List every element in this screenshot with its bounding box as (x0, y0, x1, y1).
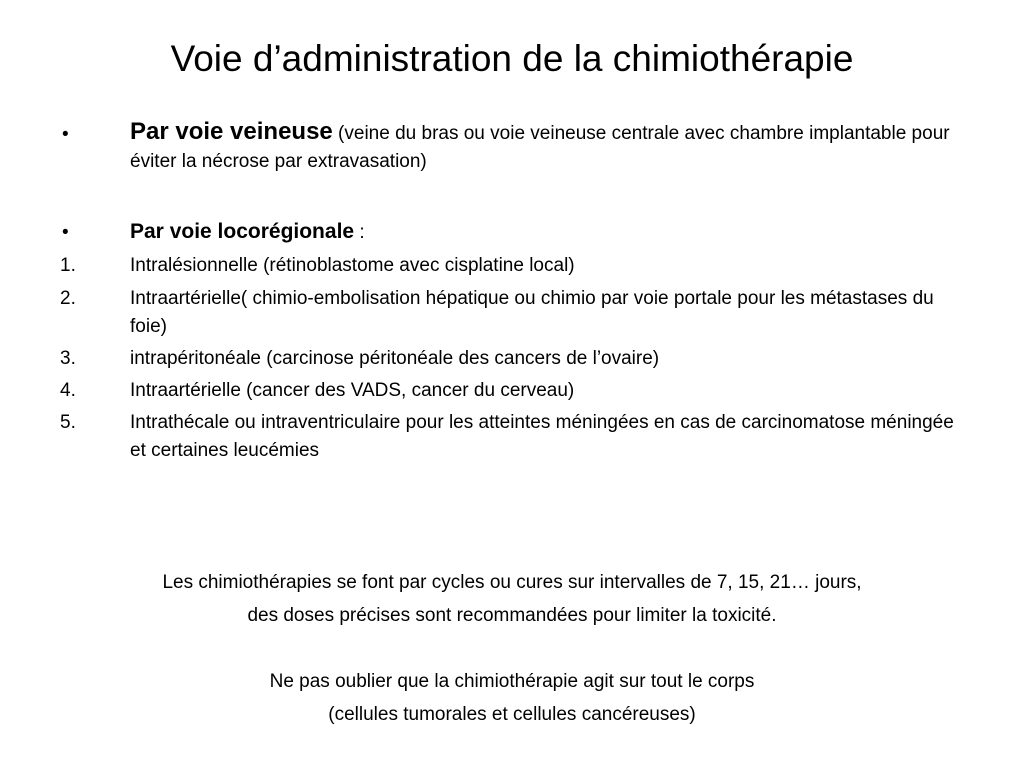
bullet-marker: • (62, 124, 69, 145)
number-marker: 5. (60, 412, 76, 433)
bullet-text (130, 118, 960, 176)
bullet-heading: Par voie veineuse (130, 118, 333, 145)
footer-line: Les chimiothérapies se font par cycles ou cures sur intervalles de 7, 15, 21… jours, (162, 572, 862, 593)
bullet-description: : (354, 222, 365, 243)
numbered-text: Intrathécale ou intraventriculaire pour les atteintes méningées en cas de carcinomatose méningée et certaines leucémies (130, 412, 954, 461)
footer-line: Ne pas oublier que la chimiothérapie agit sur tout le corps (269, 671, 755, 692)
slide-title: Voie d’administration de la chimiothérapie (170, 38, 854, 79)
numbered-text: Intraartérielle( chimio-embolisation hépatique ou chimio par voie portale pour les métastases du foie) (130, 288, 934, 337)
footer-line: (cellules tumorales et cellules cancéreuses) (328, 704, 696, 725)
numbered-text: intrapéritonéale (carcinose péritonéale des cancers de l’ovaire) (130, 348, 660, 369)
numbered-text: Intraartérielle (cancer des VADS, cancer du cerveau) (130, 380, 575, 401)
numbered-text: Intralésionnelle (rétinoblastome avec cisplatine local) (130, 255, 575, 276)
number-marker: 2. (60, 288, 76, 309)
bullet-marker: • (62, 222, 69, 243)
bullet-heading: Par voie locorégionale (130, 220, 355, 243)
bullet-description: (veine du bras ou voie veineuse centrale avec chambre implantable pour éviter la nécrose par extravasation) (130, 123, 950, 172)
bullet-text (130, 218, 960, 247)
footer-line: des doses précises sont recommandées pour limiter la toxicité. (247, 605, 777, 626)
number-marker: 1. (60, 255, 76, 276)
number-marker: 3. (60, 348, 76, 369)
number-marker: 4. (60, 380, 76, 401)
